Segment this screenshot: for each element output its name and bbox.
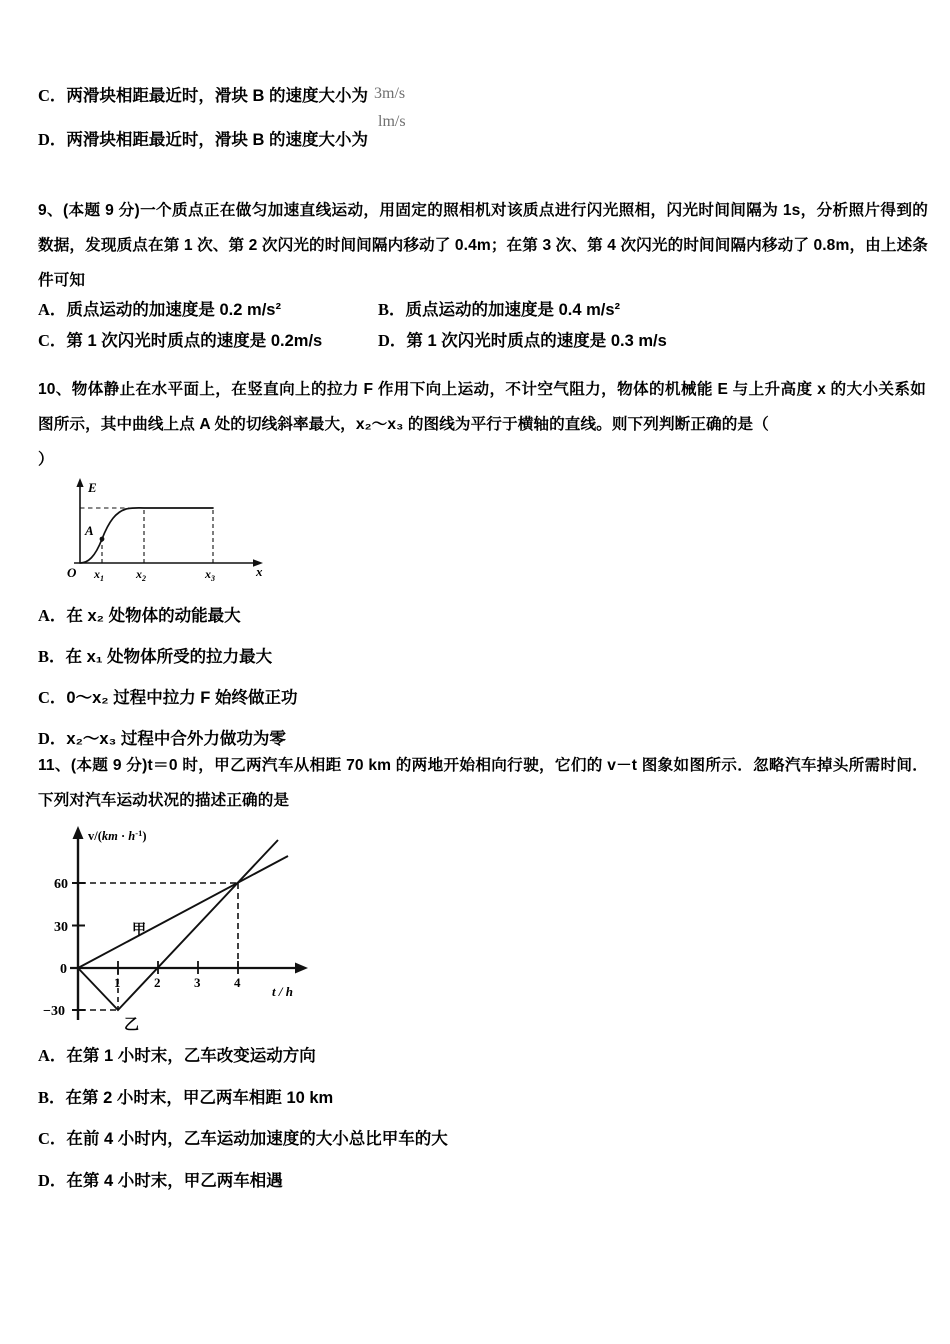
question-10-stem-tail: ） <box>38 451 54 469</box>
option-text: 质点运动的加速度是 0.2 m/s² <box>66 301 281 319</box>
y-axis-arrow-icon <box>76 478 83 487</box>
option-letter: A． <box>38 606 67 625</box>
option-d-value: lm/s <box>378 113 406 130</box>
carryover-option-c <box>38 88 368 105</box>
question-9-text: 一个质点正在做匀加速直线运动，用固定的照相机对该质点进行闪光照相，闪光时间间隔为 1s，分析照片得到的数据，发现质点在第 1 次、第 2 次闪光的时间间隔内移动了 0.4m；在第 3 次、第 4 次闪光的时间间隔内移动了 0.8m，由上述条件可知 <box>38 202 928 290</box>
question-11-options <box>38 1048 448 1214</box>
question-9-number: 9、 <box>38 202 63 219</box>
option-text: 第 1 次闪光时质点的速度是 0.2m/s <box>66 331 323 350</box>
question-10-option-a <box>38 608 297 625</box>
option-letter: C． <box>38 1129 67 1148</box>
question-11-option-d <box>38 1170 448 1190</box>
option-text: 第 1 次闪光时质点的速度是 0.3 m/s <box>406 331 667 350</box>
question-11-option-a <box>38 1048 448 1065</box>
question-9-points: (本题 9 分) <box>62 202 140 219</box>
point-a-marker <box>100 537 105 542</box>
option-letter: A． <box>38 300 67 319</box>
option-row <box>38 330 698 350</box>
x-axis-label: x <box>256 564 263 579</box>
y-axis-arrow-icon <box>73 826 84 839</box>
option-text: 两滑块相距最近时，滑块 B 的速度大小为 <box>66 87 369 105</box>
series-label-yi: 乙 <box>124 1017 140 1033</box>
y-tick-label-60: 60 <box>54 877 68 892</box>
series-label-jia: 甲 <box>132 923 146 938</box>
question-10-text: 物体静止在水平面上，在竖直向上的拉力 F 作用下向上运动，不计空气阻力，物体的机械能 E 与上升高度 x 的大小关系如图所示，其中曲线上点 A 处的切线斜率最大，x₂～x₃ 的图线为平行于横轴的直线。则下列判断正确的是（ <box>38 381 926 434</box>
question-11-figure <box>40 822 350 1039</box>
question-9-options <box>38 302 698 363</box>
series-line-yi <box>78 840 278 1010</box>
x-tick-label-x2: $x_2$ <box>136 567 146 583</box>
option-text: 0～x₂ 过程中拉力 F 始终做正功 <box>66 689 298 707</box>
question-11-text: t＝0 时，甲乙两汽车从相距 70 km 的两地开始相向行驶，它们的 v－t 图象如图所示．忽略汽车掉头所需时间．下列对汽车运动状况的描述正确的是 <box>38 757 928 810</box>
carryover-option-d <box>38 132 368 149</box>
y-tick-label-0: 0 <box>60 962 67 977</box>
option-text: 在第 1 小时末，乙车改变运动方向 <box>66 1047 316 1065</box>
question-10-option-c <box>38 690 297 707</box>
option-letter: C． <box>38 688 67 707</box>
option-text: 在第 2 小时末，甲乙两车相距 10 km <box>65 1088 334 1107</box>
x-tick-label-2: 2 <box>154 975 161 990</box>
question-10-option-b <box>38 649 297 666</box>
option-c-value: 3m/s <box>374 85 406 102</box>
origin-label: O <box>67 565 77 580</box>
question-10-stem <box>38 372 926 477</box>
question-10-number: 10、 <box>38 381 72 398</box>
option-letter: D． <box>38 1170 67 1190</box>
y-axis-label: E <box>88 480 97 495</box>
x-tick-label-4: 4 <box>234 975 241 990</box>
question-11-option-b <box>38 1087 448 1107</box>
option-letter: D． <box>378 330 407 350</box>
x-axis-label: t / h <box>272 984 293 999</box>
question-9-option-b <box>378 302 620 319</box>
y-tick-label-minus30: −30 <box>43 1004 65 1019</box>
option-letter: B． <box>38 647 66 666</box>
y-axis-label: $v/(km \cdot h^{-1})$ <box>88 828 147 843</box>
question-9-stem <box>38 193 928 298</box>
option-letter: B． <box>378 300 406 319</box>
question-10-option-d <box>38 731 297 748</box>
question-11-option-c <box>38 1131 448 1148</box>
question-11-number: 11、 <box>38 757 71 774</box>
x-tick-label-1: 1 <box>114 975 121 990</box>
option-text: 在 x₁ 处物体所受的拉力最大 <box>65 648 273 666</box>
option-letter: C． <box>38 330 67 350</box>
question-10-figure <box>52 472 277 589</box>
velocity-time-graph <box>40 822 350 1034</box>
question-9-option-d <box>378 330 667 350</box>
x-tick-label-x1: $x_1$ <box>94 567 104 583</box>
point-a-label: A <box>85 523 94 538</box>
option-text: 在前 4 小时内，乙车运动加速度的大小总比甲车的大 <box>66 1130 448 1148</box>
option-letter: D． <box>38 130 67 149</box>
energy-curve <box>80 508 213 563</box>
option-text: 在 x₂ 处物体的动能最大 <box>66 607 241 625</box>
option-letter: B． <box>38 1087 66 1107</box>
option-text: 两滑块相距最近时，滑块 B 的速度大小为 <box>66 131 369 149</box>
series-line-jia <box>78 856 288 968</box>
question-9-option-c <box>38 330 378 350</box>
option-text: x₂～x₃ 过程中合外力做功为零 <box>66 730 286 748</box>
option-letter: D． <box>38 729 67 748</box>
option-row <box>38 302 698 319</box>
x-tick-label-3: 3 <box>194 975 201 990</box>
option-letter: C． <box>38 86 67 105</box>
question-11-stem <box>38 748 928 818</box>
y-tick-label-30: 30 <box>54 920 68 935</box>
option-letter: A． <box>38 1046 67 1065</box>
option-text: 在第 4 小时末，甲乙两车相遇 <box>66 1171 283 1190</box>
x-tick-label-x3: $x_3$ <box>205 567 215 583</box>
option-text: 质点运动的加速度是 0.4 m/s² <box>405 301 621 319</box>
mechanical-energy-vs-height-graph <box>52 472 277 584</box>
question-11-points: (本题 9 分) <box>70 757 148 774</box>
question-9-option-a <box>38 302 378 319</box>
x-axis-arrow-icon <box>295 963 308 974</box>
